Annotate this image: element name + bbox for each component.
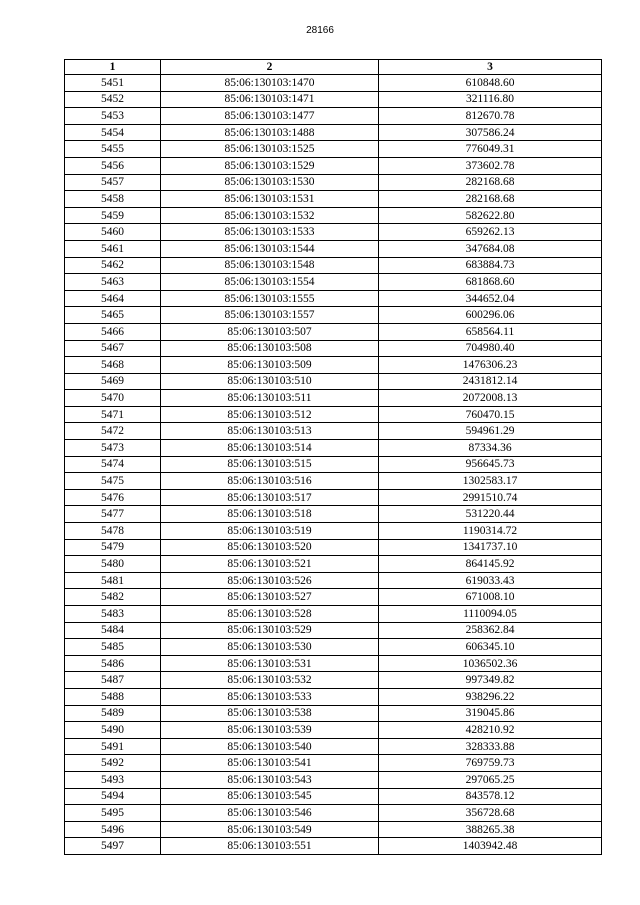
cadastral-id-cell: 85:06:130103:517 xyxy=(161,489,379,506)
table-row xyxy=(65,589,602,606)
table-row xyxy=(65,838,602,855)
row-number-cell: 5458 xyxy=(65,191,161,208)
cadastral-id-cell: 85:06:130103:512 xyxy=(161,406,379,423)
table-row xyxy=(65,556,602,573)
row-number-cell: 5467 xyxy=(65,340,161,357)
row-number-cell: 5455 xyxy=(65,141,161,158)
table-row xyxy=(65,639,602,656)
row-number-cell: 5475 xyxy=(65,473,161,490)
cadastral-id-cell: 85:06:130103:551 xyxy=(161,838,379,855)
row-number-cell: 5452 xyxy=(65,91,161,108)
table-row xyxy=(65,91,602,108)
cadastral-id-cell: 85:06:130103:543 xyxy=(161,771,379,788)
row-number-cell: 5465 xyxy=(65,307,161,324)
table-row xyxy=(65,240,602,257)
value-cell: 356728.68 xyxy=(379,805,602,822)
cadastral-id-cell: 85:06:130103:1530 xyxy=(161,174,379,191)
value-cell: 319045.86 xyxy=(379,705,602,722)
table-row xyxy=(65,191,602,208)
value-cell: 659262.13 xyxy=(379,224,602,241)
row-number-cell: 5466 xyxy=(65,323,161,340)
row-number-cell: 5461 xyxy=(65,240,161,257)
table-row xyxy=(65,755,602,772)
value-cell: 2072008.13 xyxy=(379,390,602,407)
row-number-cell: 5484 xyxy=(65,622,161,639)
value-cell: 1110094.05 xyxy=(379,606,602,623)
value-cell: 282168.68 xyxy=(379,191,602,208)
value-cell: 373602.78 xyxy=(379,157,602,174)
table-row xyxy=(65,274,602,291)
cadastral-id-cell: 85:06:130103:1554 xyxy=(161,274,379,291)
cadastral-id-cell: 85:06:130103:515 xyxy=(161,456,379,473)
value-cell: 610848.60 xyxy=(379,75,602,92)
value-cell: 938296.22 xyxy=(379,688,602,705)
table-row xyxy=(65,606,602,623)
cadastral-id-cell: 85:06:130103:1533 xyxy=(161,224,379,241)
table-row xyxy=(65,622,602,639)
row-number-cell: 5470 xyxy=(65,390,161,407)
row-number-cell: 5471 xyxy=(65,406,161,423)
row-number-cell: 5453 xyxy=(65,108,161,125)
cadastral-id-cell: 85:06:130103:1471 xyxy=(161,91,379,108)
table-row xyxy=(65,572,602,589)
value-cell: 658564.11 xyxy=(379,323,602,340)
row-number-cell: 5451 xyxy=(65,75,161,92)
cadastral-id-cell: 85:06:130103:529 xyxy=(161,622,379,639)
cadastral-id-cell: 85:06:130103:546 xyxy=(161,805,379,822)
cadastral-id-cell: 85:06:130103:520 xyxy=(161,539,379,556)
value-cell: 1036502.36 xyxy=(379,655,602,672)
table-row xyxy=(65,174,602,191)
row-number-cell: 5487 xyxy=(65,672,161,689)
cadastral-id-cell: 85:06:130103:526 xyxy=(161,572,379,589)
cadastral-id-cell: 85:06:130103:1544 xyxy=(161,240,379,257)
column-header-number: 1 xyxy=(65,60,161,75)
value-cell: 619033.43 xyxy=(379,572,602,589)
cadastral-id-cell: 85:06:130103:549 xyxy=(161,821,379,838)
cadastral-id-cell: 85:06:130103:533 xyxy=(161,688,379,705)
row-number-cell: 5474 xyxy=(65,456,161,473)
value-cell: 297065.25 xyxy=(379,771,602,788)
value-cell: 760470.15 xyxy=(379,406,602,423)
table-row xyxy=(65,506,602,523)
cadastral-id-cell: 85:06:130103:518 xyxy=(161,506,379,523)
table-row xyxy=(65,805,602,822)
row-number-cell: 5495 xyxy=(65,805,161,822)
value-cell: 956645.73 xyxy=(379,456,602,473)
row-number-cell: 5472 xyxy=(65,423,161,440)
table-row xyxy=(65,722,602,739)
value-cell: 347684.08 xyxy=(379,240,602,257)
cadastral-id-cell: 85:06:130103:1529 xyxy=(161,157,379,174)
value-cell: 864145.92 xyxy=(379,556,602,573)
cadastral-id-cell: 85:06:130103:507 xyxy=(161,323,379,340)
value-cell: 997349.82 xyxy=(379,672,602,689)
value-cell: 282168.68 xyxy=(379,174,602,191)
row-number-cell: 5482 xyxy=(65,589,161,606)
column-header-cadastral-id: 2 xyxy=(161,60,379,75)
cadastral-id-cell: 85:06:130103:545 xyxy=(161,788,379,805)
table-row xyxy=(65,124,602,141)
row-number-cell: 5483 xyxy=(65,606,161,623)
table-row xyxy=(65,257,602,274)
row-number-cell: 5454 xyxy=(65,124,161,141)
table-row xyxy=(65,655,602,672)
row-number-cell: 5480 xyxy=(65,556,161,573)
cadastral-id-cell: 85:06:130103:538 xyxy=(161,705,379,722)
value-cell: 606345.10 xyxy=(379,639,602,656)
row-number-cell: 5481 xyxy=(65,572,161,589)
row-number-cell: 5459 xyxy=(65,207,161,224)
row-number-cell: 5462 xyxy=(65,257,161,274)
row-number-cell: 5497 xyxy=(65,838,161,855)
table-row xyxy=(65,307,602,324)
cadastral-id-cell: 85:06:130103:1555 xyxy=(161,290,379,307)
cadastral-id-cell: 85:06:130103:541 xyxy=(161,755,379,772)
column-header-value: 3 xyxy=(379,60,602,75)
value-cell: 582622.80 xyxy=(379,207,602,224)
value-cell: 1302583.17 xyxy=(379,473,602,490)
cadastral-id-cell: 85:06:130103:508 xyxy=(161,340,379,357)
row-number-cell: 5476 xyxy=(65,489,161,506)
table-row xyxy=(65,705,602,722)
cadastral-id-cell: 85:06:130103:531 xyxy=(161,655,379,672)
table-row xyxy=(65,141,602,158)
value-cell: 321116.80 xyxy=(379,91,602,108)
row-number-cell: 5457 xyxy=(65,174,161,191)
table-row xyxy=(65,423,602,440)
cadastral-id-cell: 85:06:130103:1488 xyxy=(161,124,379,141)
value-cell: 531220.44 xyxy=(379,506,602,523)
row-number-cell: 5477 xyxy=(65,506,161,523)
value-cell: 428210.92 xyxy=(379,722,602,739)
table-row xyxy=(65,373,602,390)
row-number-cell: 5491 xyxy=(65,738,161,755)
cadastral-id-cell: 85:06:130103:511 xyxy=(161,390,379,407)
cadastral-id-cell: 85:06:130103:510 xyxy=(161,373,379,390)
table-row xyxy=(65,390,602,407)
table-row xyxy=(65,75,602,92)
value-cell: 769759.73 xyxy=(379,755,602,772)
value-cell: 344652.04 xyxy=(379,290,602,307)
table-row xyxy=(65,157,602,174)
value-cell: 843578.12 xyxy=(379,788,602,805)
row-number-cell: 5460 xyxy=(65,224,161,241)
cadastral-id-cell: 85:06:130103:519 xyxy=(161,523,379,540)
table-row xyxy=(65,738,602,755)
row-number-cell: 5494 xyxy=(65,788,161,805)
row-number-cell: 5493 xyxy=(65,771,161,788)
row-number-cell: 5485 xyxy=(65,639,161,656)
table-row xyxy=(65,688,602,705)
cadastral-id-cell: 85:06:130103:1532 xyxy=(161,207,379,224)
row-number-cell: 5468 xyxy=(65,357,161,374)
row-number-cell: 5488 xyxy=(65,688,161,705)
value-cell: 87334.36 xyxy=(379,440,602,457)
cadastral-id-cell: 85:06:130103:530 xyxy=(161,639,379,656)
cadastral-id-cell: 85:06:130103:514 xyxy=(161,440,379,457)
row-number-cell: 5492 xyxy=(65,755,161,772)
cadastral-id-cell: 85:06:130103:509 xyxy=(161,357,379,374)
table-row xyxy=(65,207,602,224)
value-cell: 671008.10 xyxy=(379,589,602,606)
value-cell: 704980.40 xyxy=(379,340,602,357)
value-cell: 258362.84 xyxy=(379,622,602,639)
value-cell: 600296.06 xyxy=(379,307,602,324)
table-row xyxy=(65,489,602,506)
table-row xyxy=(65,523,602,540)
table-row xyxy=(65,290,602,307)
row-number-cell: 5469 xyxy=(65,373,161,390)
table-row xyxy=(65,108,602,125)
table-row xyxy=(65,788,602,805)
row-number-cell: 5473 xyxy=(65,440,161,457)
row-number-cell: 5456 xyxy=(65,157,161,174)
value-cell: 388265.38 xyxy=(379,821,602,838)
row-number-cell: 5490 xyxy=(65,722,161,739)
cadastral-id-cell: 85:06:130103:521 xyxy=(161,556,379,573)
value-cell: 1341737.10 xyxy=(379,539,602,556)
table-body xyxy=(65,75,602,855)
cadastral-id-cell: 85:06:130103:1525 xyxy=(161,141,379,158)
row-number-cell: 5464 xyxy=(65,290,161,307)
table-row xyxy=(65,456,602,473)
cadastral-id-cell: 85:06:130103:539 xyxy=(161,722,379,739)
table-row xyxy=(65,672,602,689)
value-cell: 307586.24 xyxy=(379,124,602,141)
table-row xyxy=(65,406,602,423)
row-number-cell: 5496 xyxy=(65,821,161,838)
cadastral-id-cell: 85:06:130103:1477 xyxy=(161,108,379,125)
cadastral-id-cell: 85:06:130103:1531 xyxy=(161,191,379,208)
cadastral-id-cell: 85:06:130103:513 xyxy=(161,423,379,440)
table-row xyxy=(65,224,602,241)
value-cell: 812670.78 xyxy=(379,108,602,125)
table-row xyxy=(65,357,602,374)
value-cell: 683884.73 xyxy=(379,257,602,274)
table-header-row xyxy=(65,60,602,75)
value-cell: 328333.88 xyxy=(379,738,602,755)
cadastral-id-cell: 85:06:130103:1557 xyxy=(161,307,379,324)
table-row xyxy=(65,323,602,340)
table-row xyxy=(65,440,602,457)
table-row xyxy=(65,539,602,556)
cadastral-id-cell: 85:06:130103:540 xyxy=(161,738,379,755)
value-cell: 1403942.48 xyxy=(379,838,602,855)
cadastral-id-cell: 85:06:130103:1548 xyxy=(161,257,379,274)
row-number-cell: 5489 xyxy=(65,705,161,722)
value-cell: 776049.31 xyxy=(379,141,602,158)
value-cell: 681868.60 xyxy=(379,274,602,291)
value-cell: 594961.29 xyxy=(379,423,602,440)
cadastral-id-cell: 85:06:130103:528 xyxy=(161,606,379,623)
value-cell: 1476306.23 xyxy=(379,357,602,374)
cadastral-id-cell: 85:06:130103:1470 xyxy=(161,75,379,92)
row-number-cell: 5486 xyxy=(65,655,161,672)
cadastral-id-cell: 85:06:130103:527 xyxy=(161,589,379,606)
value-cell: 2991510.74 xyxy=(379,489,602,506)
row-number-cell: 5478 xyxy=(65,523,161,540)
table-row xyxy=(65,821,602,838)
cadastral-id-cell: 85:06:130103:516 xyxy=(161,473,379,490)
value-cell: 2431812.14 xyxy=(379,373,602,390)
table-row xyxy=(65,473,602,490)
row-number-cell: 5479 xyxy=(65,539,161,556)
page-number: 28166 xyxy=(306,25,334,36)
cadastral-id-cell: 85:06:130103:532 xyxy=(161,672,379,689)
row-number-cell: 5463 xyxy=(65,274,161,291)
table-row xyxy=(65,340,602,357)
cadastral-value-table xyxy=(64,59,602,855)
table-row xyxy=(65,771,602,788)
value-cell: 1190314.72 xyxy=(379,523,602,540)
